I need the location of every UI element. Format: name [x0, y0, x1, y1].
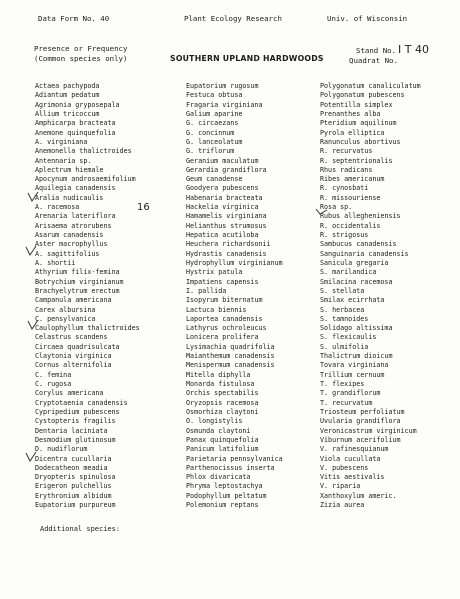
species-item: S. stellata [320, 286, 365, 295]
species-item: Hamamelis virginiana [186, 212, 267, 221]
species-item: Menispermum canadensis [186, 361, 275, 370]
species-item: Polemonium reptans [186, 501, 259, 510]
species-item: Brachyelytrum erectum [35, 286, 120, 295]
check-mark-icon [26, 318, 40, 330]
species-item: Panax quinquefolia [186, 435, 259, 444]
species-item: Helianthus strumosus [186, 221, 267, 230]
species-item: Isopyrum biternatum [186, 296, 263, 305]
species-item: G. concinnum [186, 128, 235, 137]
species-item: Hackelia virginica [186, 203, 259, 212]
stand-number-handwritten: I T 40 [398, 43, 429, 56]
species-item: Geum canadense [186, 175, 243, 184]
species-item: Claytonia virginica [35, 352, 112, 361]
species-item: Uvularia grandiflora [320, 417, 401, 426]
species-item: Cryptotaenia canadensis [35, 398, 128, 407]
university: Univ. of Wisconsin [327, 14, 408, 23]
species-item: Campanula americana [35, 296, 112, 305]
species-item: Lonicera prolifera [186, 333, 259, 342]
species-item: Phryma leptostachya [186, 482, 263, 491]
species-item: R. missouriense [320, 193, 381, 202]
species-item: Tovara virginiana [320, 361, 389, 370]
species-item: Podophyllum peltatum [186, 491, 267, 500]
species-item: Orchis spectabilis [186, 389, 259, 398]
presence-label: Presence or Frequency [34, 44, 128, 53]
species-item: R. septentrionalis [320, 156, 393, 165]
species-item: V. rafinesquianum [320, 445, 389, 454]
species-item: Veronicastrum virginicum [320, 426, 417, 435]
species-item: Hydrastis canadensis [186, 249, 267, 258]
species-item: Geranium maculatum [186, 156, 259, 165]
species-item: V. pubescens [320, 463, 369, 472]
organization: Plant Ecology Research [184, 14, 282, 23]
species-item: R. strigosus [320, 231, 369, 239]
species-item: Antennaria sp. [35, 156, 92, 165]
species-item: Dodecatheon meadia [35, 463, 108, 472]
species-item: Oryzopsis racemosa [186, 398, 259, 407]
species-item: Erigeron pulchellus [35, 482, 112, 491]
species-item: S. marilandica [320, 268, 377, 277]
species-item: O. longistylis [186, 417, 243, 426]
species-item: Parietaria pennsylvanica [186, 454, 283, 463]
species-item: Festuca obtusa [186, 91, 243, 100]
species-item: Caulophyllum thalictroides [35, 324, 140, 333]
species-item: Monarda fistulosa [186, 380, 255, 388]
species-item: A. sagittifolius [35, 249, 100, 258]
species-item: Rhus radicans [320, 165, 373, 174]
species-item: Vitis aestivalis [320, 473, 385, 482]
species-item: Carex albursina [35, 305, 96, 314]
species-item: G. triflorum [186, 147, 235, 156]
species-item: Parthenocissus inserta [186, 463, 275, 472]
species-item: R. recurvatus [320, 147, 373, 156]
species-item: T. flexipes [320, 380, 365, 388]
species-item: S. herbacea [320, 305, 365, 314]
species-item: S. ulmifolia [320, 342, 369, 351]
species-item: Hystrix patula [186, 268, 243, 277]
species-item: Circaea quadrisulcata [35, 342, 120, 351]
species-item: C. rugosa [35, 380, 72, 388]
species-item: Adiantum pedatum [35, 91, 100, 100]
species-item: C. femina [35, 370, 72, 379]
species-item: Solidago altissima [320, 324, 393, 333]
species-column-3 [320, 82, 421, 510]
species-item: Ranunculus abortivus [320, 137, 401, 146]
page-title: SOUTHERN UPLAND HARDWOODS [170, 54, 324, 63]
check-mark-icon [24, 450, 38, 462]
species-column-2 [186, 82, 283, 510]
species-item: Rosa sp. [320, 203, 353, 212]
species-item: R. occidentalis [320, 221, 381, 230]
species-item: Amphicarpa bracteata [35, 119, 116, 128]
species-item: Prenanthes alba [320, 109, 381, 118]
species-item: Sambucus canadensis [320, 240, 397, 249]
species-item: Cystopteris fragilis [35, 417, 116, 426]
species-item: Phlox divaricata [186, 473, 251, 482]
species-item: D. nudiflorum [35, 445, 88, 454]
species-item: Dicentra cucullaria [35, 454, 112, 463]
stand-label: Stand No. [356, 46, 397, 55]
species-item: Osmunda claytoni [186, 426, 251, 435]
species-item: R. cynosbati [320, 184, 369, 193]
species-item: Agrimonia gryposepala [35, 100, 120, 109]
species-item: Zizia aurea [320, 501, 365, 510]
check-mark-icon [26, 190, 40, 202]
species-item: C. pensylvanica [35, 314, 96, 323]
species-item: Goodyera pubescens [186, 184, 259, 193]
species-item: Arisaema atrorubens [35, 221, 112, 230]
species-item: T. recurvatum [320, 398, 373, 407]
species-item: Pyrola elliptica [320, 128, 385, 137]
species-item: Lysimachia quadrifolia [186, 342, 275, 351]
species-item: Sanicula gregaria [320, 258, 389, 267]
species-item: Athyrium filix-femina [35, 268, 120, 277]
species-item: Apocynum androsaemifolium [35, 175, 136, 184]
species-item: G. lanceolatum [186, 137, 243, 146]
species-item: Polygonatum pubescens [320, 91, 405, 100]
species-item: Dentaria laciniata [35, 426, 108, 435]
species-item: Hepatica acutiloba [186, 231, 259, 239]
check-mark-icon [314, 203, 328, 215]
species-item: Pteridium aquilinum [320, 119, 397, 128]
species-item: Anemonella thalictroides [35, 147, 132, 156]
check-mark-icon [24, 244, 38, 256]
species-item: Aplectrum hiemale [35, 165, 104, 174]
species-item: Fragaria virginiana [186, 100, 263, 109]
species-item: A. virginiana [35, 137, 88, 146]
species-item: Cornus alternifolia [35, 361, 112, 370]
species-item: Dryopteris spinulosa [35, 473, 116, 482]
species-item: Allium tricoccum [35, 109, 100, 118]
species-item: Erythronium albidum [35, 491, 112, 500]
species-item: Ribes americanum [320, 175, 385, 184]
species-item: Trillium cernuum [320, 370, 385, 379]
common-species-label: (Common species only) [34, 54, 128, 63]
species-item: I. pallida [186, 286, 227, 295]
species-item: Celastrus scandens [35, 333, 108, 342]
species-item: Sanguinaria canadensis [320, 249, 409, 258]
species-item: Heuchera richardsonii [186, 240, 271, 249]
species-item: Cypripedium pubescens [35, 407, 120, 416]
species-item: Asarum canadensis [35, 231, 104, 239]
species-item: Corylus americana [35, 389, 104, 398]
form-number: Data Form No. 40 [38, 14, 110, 23]
species-item: Galium aparine [186, 109, 243, 118]
quadrat-label: Quadrat No. [349, 56, 398, 65]
species-item: G. circaezans [186, 119, 239, 128]
species-item: Impatiens capensis [186, 277, 259, 286]
species-item: A. shortii [35, 258, 76, 267]
species-item: Botrychium virginianum [35, 277, 124, 286]
species-item: Actaea pachypoda [35, 82, 100, 90]
species-item: Rubus allegheniensis [320, 212, 401, 221]
species-item: Thalictrum dioicum [320, 352, 393, 361]
species-item: S. tamnoides [320, 314, 369, 323]
species-item: Triosteum perfoliatum [320, 407, 405, 416]
species-item: Aster macrophyllus [35, 240, 108, 249]
species-item: T. grandiflorum [320, 389, 381, 398]
species-column-1 [35, 82, 140, 510]
species-item: Maianthemum canadensis [186, 352, 275, 361]
species-item: Anemone quinquefolia [35, 128, 116, 137]
species-item: Aquilegia canadensis [35, 184, 116, 193]
species-item: Viola cucullata [320, 454, 381, 463]
species-item: Habenaria bracteata [186, 193, 263, 202]
species-item: Lactuca biennis [186, 305, 247, 314]
species-item: Aralia nudicaulis [35, 193, 104, 202]
species-item: A. racemosa [35, 203, 80, 212]
species-item: Potentilla simplex [320, 100, 393, 109]
additional-species-label: Additional species: [40, 525, 121, 533]
species-item: Osmorhiza claytoni [186, 407, 259, 416]
species-item: Viburnum acerifolium [320, 435, 401, 444]
species-item: Eupatorium purpureum [35, 501, 116, 510]
species-item: Smilax ecirrhata [320, 296, 385, 305]
species-item: V. riparia [320, 482, 361, 491]
species-item: Arenaria lateriflora [35, 212, 116, 221]
species-item: Hydrophyllum virginianum [186, 258, 283, 267]
handwritten-count: 16 [137, 202, 150, 213]
species-item: Laportea canadensis [186, 314, 263, 323]
species-item: Polygonatum canaliculatum [320, 82, 421, 90]
species-item: Eupatorium rugosum [186, 82, 259, 90]
species-item: S. flexicaulis [320, 333, 377, 342]
species-item: Smilacina racemosa [320, 277, 393, 286]
species-item: Mitella diphylla [186, 370, 251, 379]
species-item: Panicum latifolium [186, 445, 259, 454]
species-item: Xanthoxylum americ. [320, 491, 397, 500]
species-item: Desmodium glutinosum [35, 435, 116, 444]
species-item: Gerardia grandiflora [186, 165, 267, 174]
species-item: Lathyrus ochroleucus [186, 324, 267, 333]
